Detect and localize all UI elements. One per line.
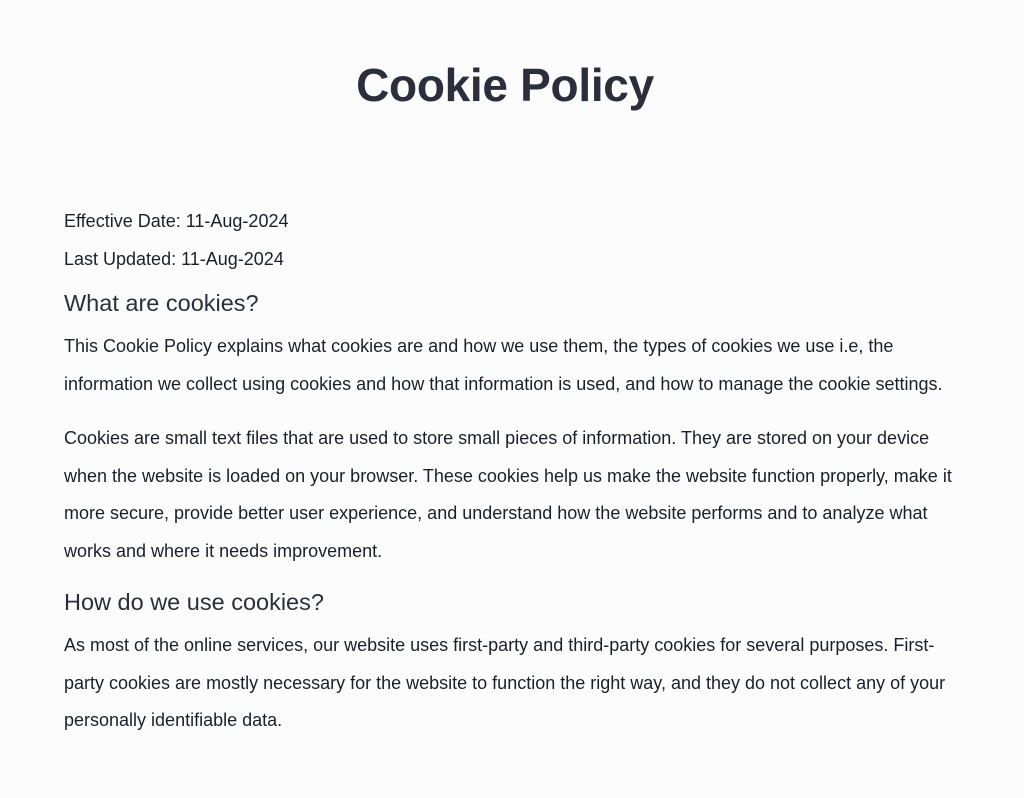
page-title: Cookie Policy — [356, 59, 654, 111]
section-paragraph: This Cookie Policy explains what cookies are and how we use them, the types of cookies we use i.e, the information we collect using cookies and how that information is used, and how to manage the cookie settings. — [64, 336, 943, 394]
section-paragraph: Cookies are small text files that are used to store small pieces of information. They are stored on your device when the website is loaded on your browser. These cookies help us make the website function properly, make it more secure, provide better user experience, and understand how the website performs and to analyze what works and where it needs improvement. — [64, 428, 952, 561]
last-updated-date: Last Updated: 11-Aug-2024 — [64, 249, 284, 269]
effective-date: Effective Date: 11-Aug-2024 — [64, 211, 289, 231]
policy-content — [64, 206, 964, 757]
section-paragraph: As most of the online services, our website uses first-party and third-party cookies for several purposes. First-party cookies are mostly necessary for the website to function the right way, and they do not collect any of your personally identifiable data. — [64, 635, 946, 730]
section-what-are-cookies — [64, 288, 964, 570]
section-how-do-we-use-cookies — [64, 587, 964, 740]
section-heading: What are cookies? — [64, 290, 259, 316]
section-heading: How do we use cookies? — [64, 589, 324, 615]
